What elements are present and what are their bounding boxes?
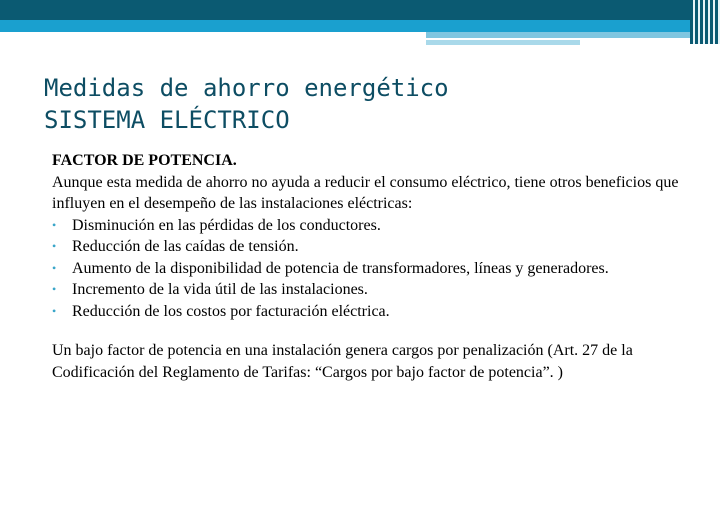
bullet-icon: • [52, 303, 57, 318]
slide-body [52, 150, 692, 383]
header-stripes [690, 0, 720, 44]
list-item-text: Aumento de la disponibilidad de potencia de transformadores, líneas y generadores. [72, 259, 609, 277]
section-heading: FACTOR DE POTENCIA. [52, 152, 237, 169]
closing-paragraph: Un bajo factor de potencia en una instalación genera cargos por penalización (Art. 27 de la Codificación del Reglamento de Tarifas: “Cargos por bajo factor de potencia”. ) [52, 342, 633, 381]
header-band-light [0, 20, 720, 32]
header-accent-line [426, 32, 720, 38]
benefits-list [52, 215, 692, 323]
list-item-text: Reducción de las caídas de tensión. [72, 238, 299, 255]
bullet-icon: • [52, 260, 57, 275]
slide-title [44, 72, 449, 136]
bullet-icon: • [52, 217, 57, 232]
header-accent-line-short [426, 40, 580, 45]
list-item [52, 258, 692, 280]
list-item [52, 279, 692, 301]
list-item-text: Disminución en las pérdidas de los conductores. [72, 216, 381, 234]
intro-paragraph: Aunque esta medida de ahorro no ayuda a reducir el consumo eléctrico, tiene otros beneficios que influyen en el desempeño de las instalaciones eléctricas: [52, 173, 679, 212]
slide-title-line-1: Medidas de ahorro energético [44, 74, 449, 102]
list-item [52, 215, 692, 237]
slide-title-line-2: SISTEMA ELÉCTRICO [44, 106, 290, 134]
list-item [52, 301, 692, 323]
list-item [52, 236, 692, 258]
header-band-dark [0, 0, 720, 20]
list-item-text: Reducción de los costos por facturación eléctrica. [72, 302, 390, 320]
bullet-icon: • [52, 282, 57, 296]
list-item-text: Incremento de la vida útil de las instalaciones. [72, 281, 368, 298]
bullet-icon: • [52, 239, 57, 253]
